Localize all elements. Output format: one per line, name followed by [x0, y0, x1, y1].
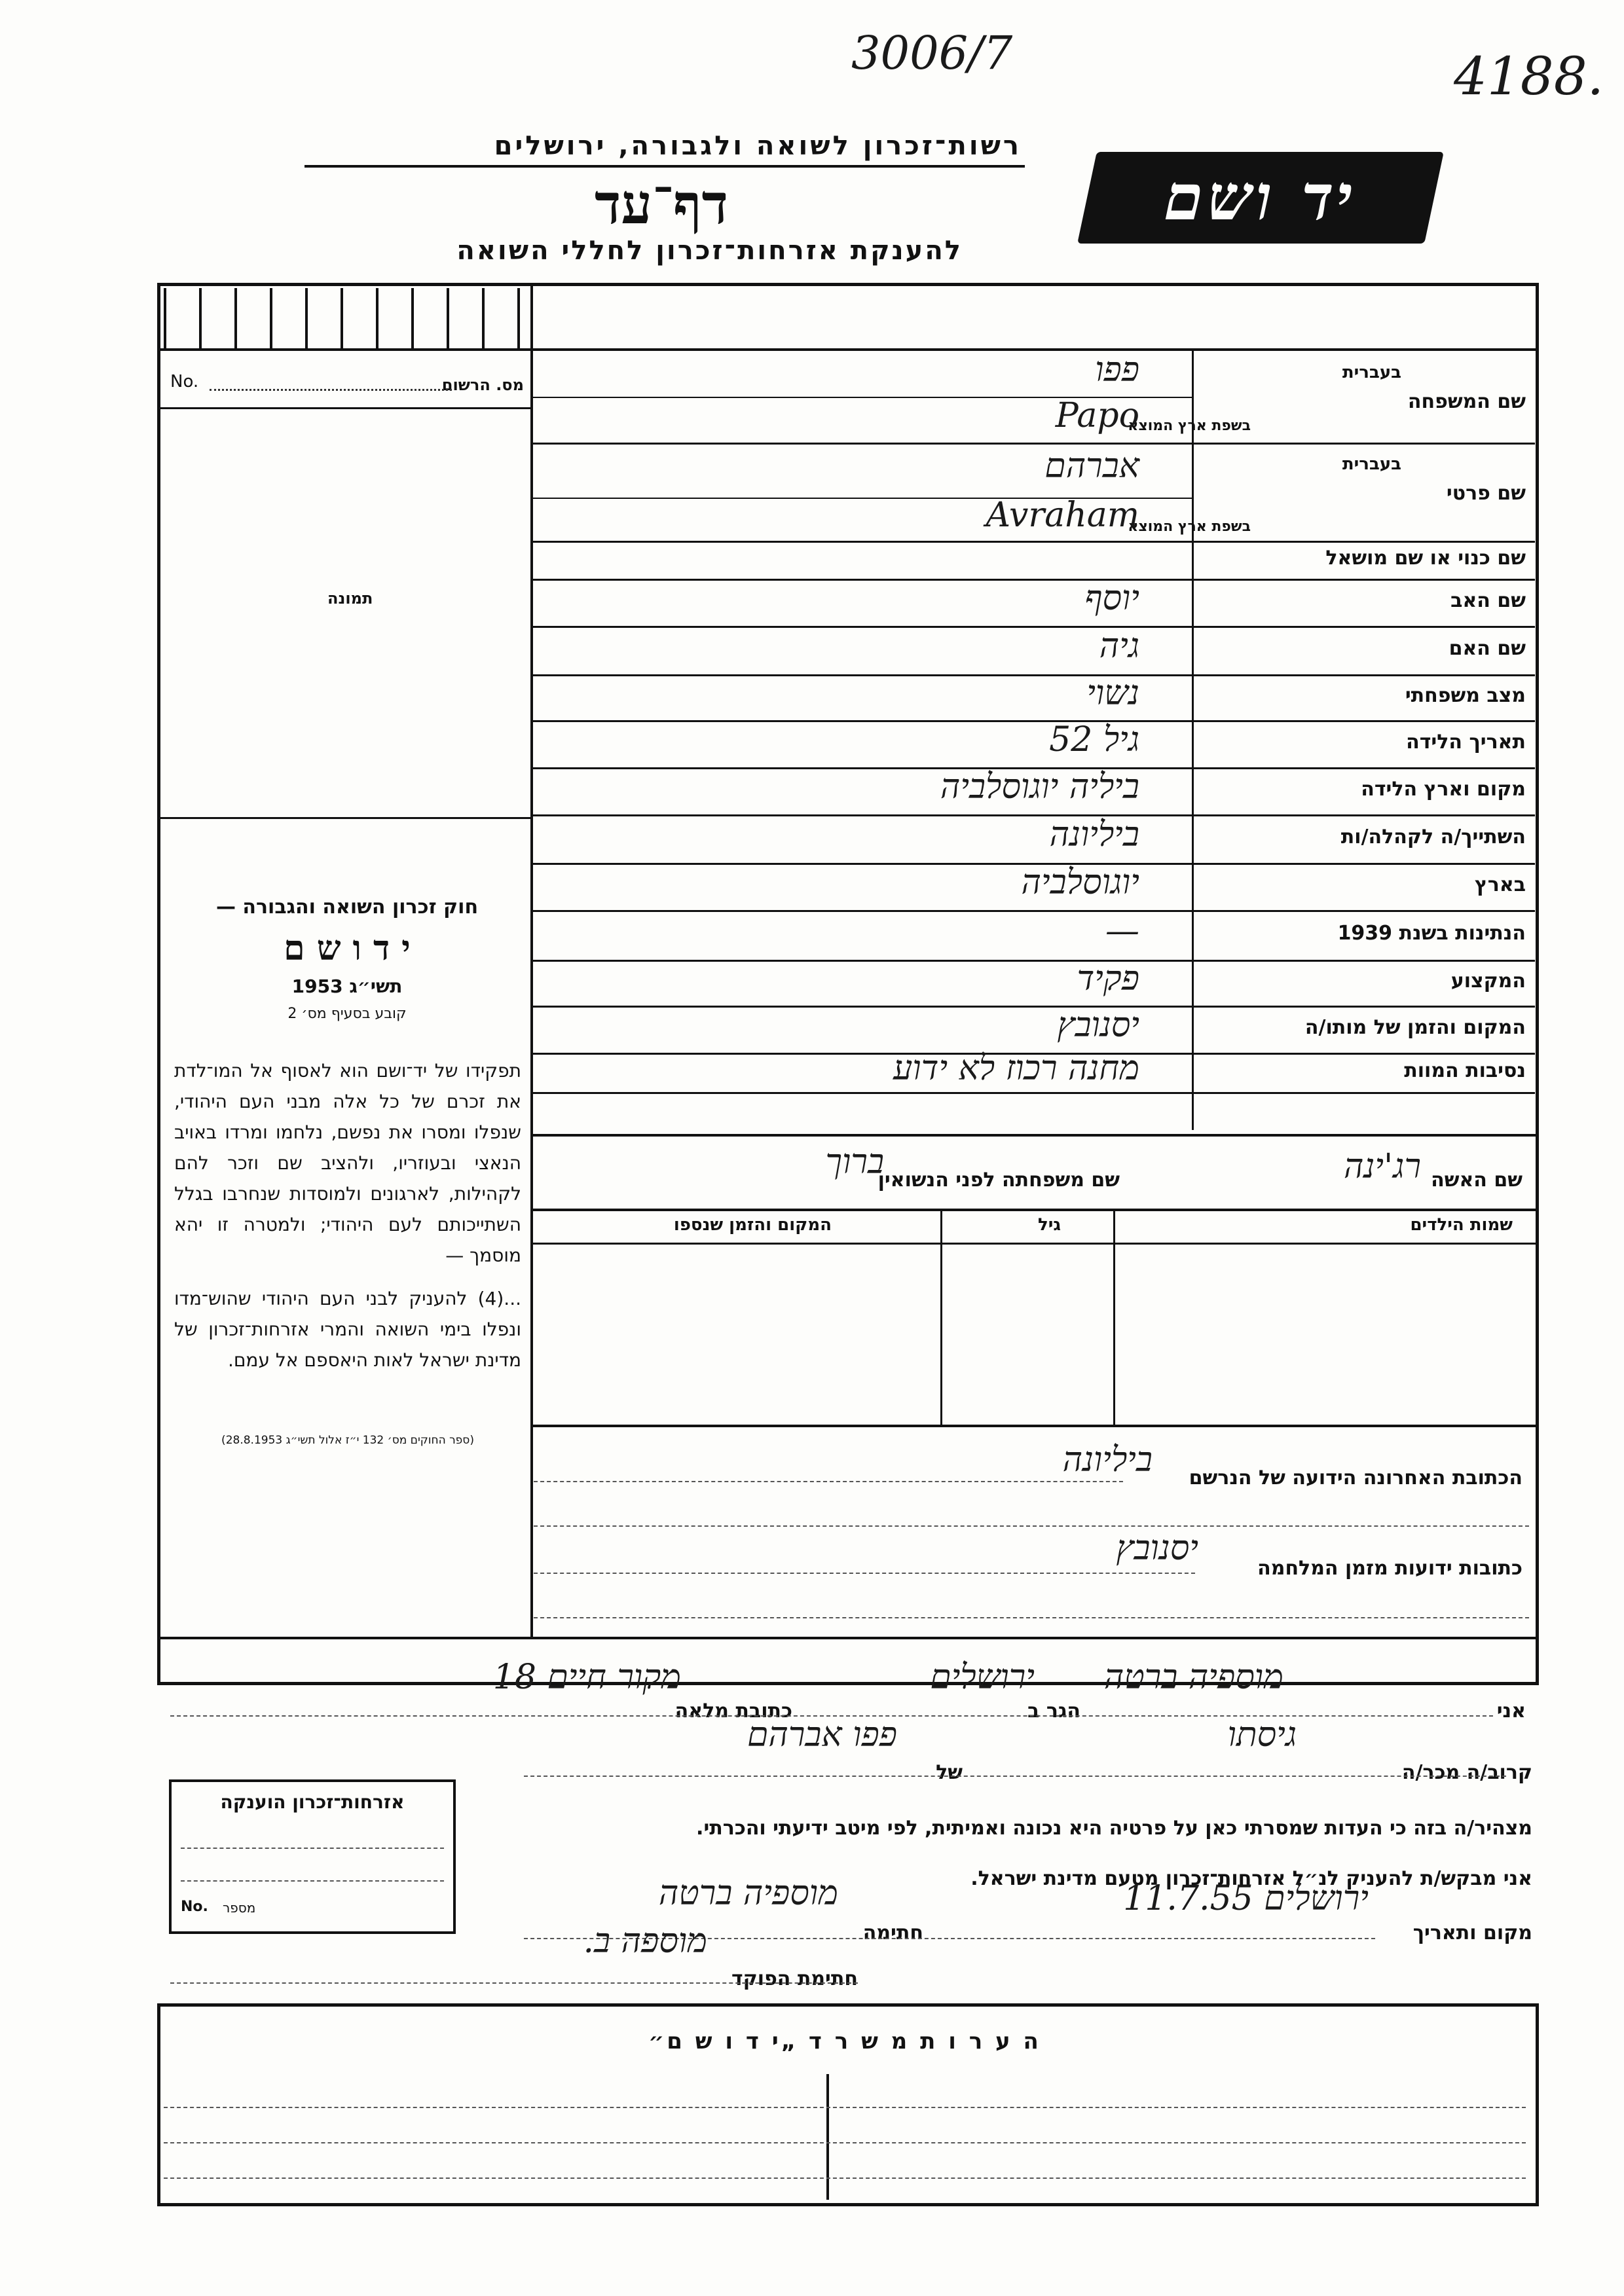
- field-label: הנתינות בשנת 1939: [1337, 922, 1526, 945]
- last-address-line: [534, 1481, 1123, 1482]
- authority-name: רשות־זכרון לשואה ולגבורה, ירושלים: [494, 131, 1022, 161]
- wife-row-top: [530, 1134, 1536, 1137]
- reg-no-label: No.: [170, 372, 199, 392]
- field-row-separator: [533, 626, 1535, 628]
- official-signature-label: חתימת הפוקד: [731, 1967, 858, 1990]
- grant-no-label: No.: [181, 1899, 208, 1915]
- wife-label: שם האשה: [1431, 1169, 1522, 1192]
- resident-label: הגר ב: [1027, 1700, 1080, 1722]
- notes-line-1: [164, 2107, 1526, 2108]
- field-row-separator: [533, 579, 1535, 581]
- war-address-label: כתובות ידועות מזמן המלחמה: [1257, 1557, 1522, 1580]
- field-value[interactable]: Papo: [1055, 396, 1139, 435]
- field-label: תאריך הלידה: [1406, 731, 1526, 754]
- field-row-separator: [533, 443, 1535, 445]
- field-value[interactable]: גיה: [1099, 627, 1139, 666]
- value-label-divider: [1192, 351, 1194, 1130]
- children-header-place: המקום והזמן שנספו: [673, 1215, 832, 1235]
- field-label: מקום וארץ הלידה: [1361, 778, 1526, 801]
- law-text-clause-4: ...(4) להעניק לבני העם היהודי שהוש־מדו ונפלו בימי השואה והמרי אזרחות־זכרון של מדינת ישראל לאות היאספם אל עמם.: [174, 1288, 521, 1371]
- field-label: נסיבות המוות: [1404, 1059, 1526, 1082]
- field-sublabel: בשפת ארץ המוצא: [1128, 418, 1251, 434]
- photo-box-top: [160, 407, 530, 409]
- field-value[interactable]: גיל 52: [1049, 720, 1139, 759]
- field-value[interactable]: נשוי: [1086, 674, 1139, 713]
- place-date-value[interactable]: ירושלים 11.7.55: [1123, 1879, 1369, 1918]
- war-address-line-2: [534, 1617, 1529, 1618]
- place-date-label: מקום ותאריך: [1412, 1922, 1532, 1944]
- field-row-separator: [533, 1006, 1535, 1008]
- sheet-number: 4188.: [1454, 46, 1604, 107]
- wife-name[interactable]: רג'ינה: [1343, 1147, 1421, 1186]
- office-notes-title: ה ע ר ו ת מ ש ר ד „י ד ו ש ם״: [648, 2028, 1041, 2054]
- children-header-bottom: [530, 1243, 1536, 1245]
- statement-request: אני מבקש/ת להעניק לנ״ל אזרחות־זכרון מטעם מדינת ישראל.: [970, 1867, 1532, 1890]
- field-value[interactable]: Avraham: [986, 496, 1139, 535]
- field-label: המקצוע: [1450, 970, 1526, 993]
- field-value[interactable]: פקיד: [1077, 959, 1139, 998]
- children-table-bottom: [530, 1425, 1536, 1427]
- declarant-address[interactable]: מקור חיים 18: [492, 1658, 681, 1697]
- field-label: שם פרטי: [1446, 482, 1526, 505]
- field-value[interactable]: ביליונה: [1049, 815, 1139, 854]
- field-value[interactable]: מחנה רכוז לא ידוע: [893, 1049, 1139, 1088]
- law-year: תשי״ג 1953: [291, 975, 403, 997]
- law-name: י ד ו ש ם: [284, 928, 411, 968]
- relation-label: קרוב/ה מכר/ה: [1401, 1761, 1532, 1784]
- field-label: בארץ: [1474, 873, 1526, 896]
- last-address-value[interactable]: ביליונה: [1062, 1440, 1153, 1480]
- field-value[interactable]: —: [1105, 911, 1139, 951]
- law-title: חוק זכרון השואה והגבורה —: [215, 896, 479, 919]
- statement-truth: מצהיר/ה בזה כי העדות שמסרתי כאן על פרטיה היא נכונה ואמיתית, לפי מיטב ידיעתי והכרתי.: [696, 1817, 1532, 1840]
- field-label: שם האם: [1449, 637, 1526, 660]
- official-line: [170, 1982, 858, 1984]
- address-label: כתובת מלאה: [674, 1700, 792, 1722]
- top-strip-bottom: [157, 348, 1536, 351]
- field-value[interactable]: ביליה יוגוסלביה: [940, 767, 1139, 807]
- notes-line-2: [164, 2142, 1526, 2143]
- field-row-separator: [533, 814, 1535, 816]
- war-address-line: [534, 1573, 1195, 1574]
- war-address-value[interactable]: יסנובץ: [1116, 1529, 1198, 1568]
- field-label: מצב משפחתי: [1405, 684, 1526, 707]
- children-header-age: גיל: [1037, 1215, 1061, 1235]
- field-value[interactable]: יסנובץ: [1057, 1006, 1139, 1045]
- photo-box-bottom: [160, 817, 530, 819]
- field-value[interactable]: יוסף: [1084, 579, 1139, 618]
- children-col-divider-1: [1113, 1209, 1115, 1425]
- declarant-section-top: [157, 1637, 1536, 1639]
- children-table-top: [530, 1209, 1536, 1211]
- field-sublabel: בעברית: [1342, 454, 1401, 474]
- yad-vashem-logo: [1077, 152, 1444, 244]
- field-label: המקום והזמן של מותו/ה: [1304, 1016, 1526, 1039]
- form-subtitle: להענקת אזרחות־זכרון לחללי השואה: [456, 236, 963, 266]
- field-row-separator: [533, 1092, 1535, 1094]
- field-row-separator: [533, 674, 1535, 676]
- reg-label: מס. הרשום: [441, 376, 524, 394]
- grant-box-title: אזרחות־זכרון הוענקה: [220, 1791, 405, 1813]
- law-clause: קובע בסעיף מס׳ 2: [287, 1006, 407, 1022]
- last-address-label: הכתובת האחרונה הידועה של הנרשם: [1189, 1467, 1522, 1489]
- of-name[interactable]: פפו אברהם: [747, 1715, 897, 1755]
- grant-num-label: מספר: [223, 1900, 256, 1916]
- registration-number-row: [170, 372, 524, 398]
- law-text-purpose: תפקידו של יד־ושם הוא לאסוף אל המו־לדת את זכרם של כל אלה מבני העם היהודי, שנפלו ומסרו את נפשם, נלחמו ומרדו באויב הנאצי ובעוזריו, ולהציב שם וזכר להם לקהילות, לארגונים ולמוסדות שנחרבו בגלל השתייכותם לעם היהודי; ולמטרה זו יהא מוסמך —: [174, 1060, 521, 1266]
- official-signature[interactable]: מוספה ב.: [583, 1922, 707, 1961]
- field-row-separator: [533, 541, 1535, 543]
- authority-underline: [304, 165, 1025, 168]
- children-col-divider-2: [940, 1209, 942, 1425]
- last-address-line-2: [534, 1525, 1529, 1527]
- signature-value[interactable]: מוספיה ברטה: [658, 1874, 838, 1913]
- declarant-name[interactable]: מוספיה ברטה: [1103, 1658, 1283, 1697]
- relation-value[interactable]: גיסתו: [1227, 1715, 1297, 1755]
- field-label: שם המשפחה: [1407, 390, 1526, 413]
- of-label: של: [936, 1761, 963, 1784]
- signature-label: חתימה: [862, 1922, 923, 1944]
- field-sublabel: בשפת ארץ המוצא: [1128, 519, 1251, 535]
- maiden-name-value[interactable]: ברוך: [825, 1142, 884, 1182]
- reg-number-field[interactable]: [210, 389, 452, 391]
- form-title: דף־עד: [594, 172, 728, 236]
- grant-box: [169, 1779, 456, 1934]
- office-notes-divider: [826, 2074, 829, 2200]
- file-number: 3006/7: [851, 26, 1013, 80]
- field-row-separator: [533, 720, 1535, 722]
- declarant-city[interactable]: ירושלים: [930, 1658, 1035, 1697]
- children-header-names: שמות הילדים: [1410, 1215, 1513, 1235]
- photo-label: תמונה: [327, 589, 373, 608]
- notes-line-3: [164, 2178, 1526, 2179]
- declarant-i-label: אני: [1496, 1700, 1526, 1722]
- grant-line-1: [181, 1848, 444, 1849]
- registration-boxes: [164, 288, 530, 348]
- law-reference: (ספר החוקים מס׳ 132 י״ז אלול תשי״ג 28.8.1953): [221, 1434, 474, 1447]
- field-row-separator: [533, 960, 1535, 962]
- field-value[interactable]: אברהם: [1044, 446, 1139, 486]
- field-label: שם כנוי או שם מושאל: [1325, 547, 1526, 570]
- grant-line-2: [181, 1880, 444, 1882]
- field-label: השתייך/ה לקהלה/ות: [1340, 826, 1526, 848]
- field-label: שם האב: [1450, 589, 1526, 612]
- logo-text: יד ושם: [1156, 160, 1365, 234]
- field-value[interactable]: יוגוסלביה: [1021, 863, 1139, 902]
- field-value[interactable]: פפו: [1095, 350, 1139, 390]
- field-sublabel: בעברית: [1342, 363, 1401, 382]
- field-row-separator: [533, 910, 1535, 912]
- maiden-name-label: שם משפחתה לפני הנשואין: [877, 1169, 1120, 1192]
- relation-line: [524, 1776, 1506, 1777]
